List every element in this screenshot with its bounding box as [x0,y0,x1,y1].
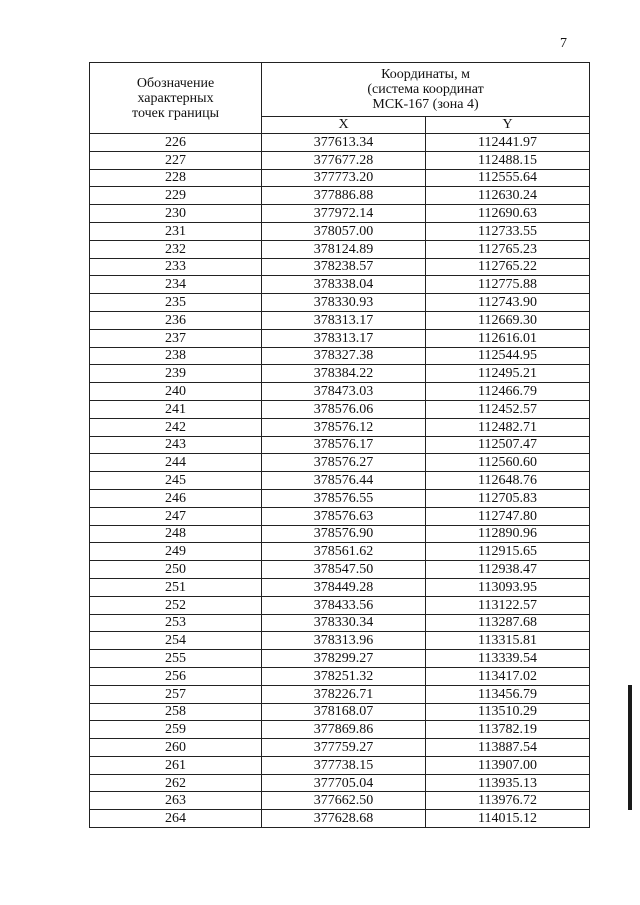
point-number: 253 [90,614,262,632]
y-value: 112705.83 [426,489,590,507]
table-row [90,365,590,383]
y-value: 112560.60 [426,454,590,472]
table-row [90,810,590,828]
y-value: 113417.02 [426,667,590,685]
x-value: 378576.63 [262,507,426,525]
x-value: 378433.56 [262,596,426,614]
x-value: 378251.32 [262,667,426,685]
x-value: 377677.28 [262,151,426,169]
point-number: 240 [90,383,262,401]
y-value: 114015.12 [426,810,590,828]
table-row [90,543,590,561]
x-value: 377628.68 [262,810,426,828]
y-value: 112747.80 [426,507,590,525]
y-value: 113782.19 [426,721,590,739]
table-row [90,472,590,490]
table-row [90,258,590,276]
table-row [90,596,590,614]
y-value: 113339.54 [426,650,590,668]
x-value: 378124.89 [262,240,426,258]
y-value: 113456.79 [426,685,590,703]
x-value: 378547.50 [262,561,426,579]
y-value: 112690.63 [426,205,590,223]
header-y: Y [426,116,590,133]
y-value: 112630.24 [426,187,590,205]
point-number: 249 [90,543,262,561]
x-value: 377705.04 [262,774,426,792]
point-number: 254 [90,632,262,650]
x-value: 378299.27 [262,650,426,668]
header-coords-line: (система координат [367,81,484,97]
table-row [90,739,590,757]
table-row [90,650,590,668]
table-row [90,489,590,507]
table-row [90,721,590,739]
x-value: 377613.34 [262,134,426,152]
x-value: 378576.17 [262,436,426,454]
y-value: 113887.54 [426,739,590,757]
coordinates-table [89,62,590,828]
point-number: 247 [90,507,262,525]
header-points-line: точек границы [132,105,220,121]
table-row [90,667,590,685]
point-number: 248 [90,525,262,543]
table-row [90,169,590,187]
table-row [90,685,590,703]
point-number: 246 [90,489,262,507]
point-number: 250 [90,561,262,579]
x-value: 377886.88 [262,187,426,205]
point-number: 236 [90,311,262,329]
y-value: 112775.88 [426,276,590,294]
header-points-designation [90,63,262,134]
y-value: 112616.01 [426,329,590,347]
y-value: 112507.47 [426,436,590,454]
point-number: 263 [90,792,262,810]
point-number: 235 [90,294,262,312]
point-number: 239 [90,365,262,383]
point-number: 259 [90,721,262,739]
x-value: 378313.17 [262,329,426,347]
table-row [90,418,590,436]
table-row [90,436,590,454]
scan-edge-mark [628,685,632,810]
point-number: 241 [90,400,262,418]
table-row [90,134,590,152]
table-row [90,561,590,579]
x-value: 378576.44 [262,472,426,490]
point-number: 256 [90,667,262,685]
point-number: 255 [90,650,262,668]
table-row [90,151,590,169]
table-row [90,632,590,650]
y-value: 113510.29 [426,703,590,721]
table-row [90,507,590,525]
point-number: 229 [90,187,262,205]
table-body [90,134,590,828]
table-row [90,347,590,365]
table-row [90,525,590,543]
y-value: 113122.57 [426,596,590,614]
table-row [90,756,590,774]
table-row [90,400,590,418]
table-row [90,454,590,472]
header-points-line: характерных [137,90,214,106]
y-value: 113315.81 [426,632,590,650]
point-number: 257 [90,685,262,703]
table-row [90,383,590,401]
table-row [90,294,590,312]
x-value: 378561.62 [262,543,426,561]
x-value: 378576.90 [262,525,426,543]
point-number: 227 [90,151,262,169]
y-value: 112765.23 [426,240,590,258]
y-value: 112452.57 [426,400,590,418]
x-value: 378449.28 [262,578,426,596]
y-value: 112466.79 [426,383,590,401]
x-value: 378576.12 [262,418,426,436]
y-value: 113907.00 [426,756,590,774]
table-row [90,329,590,347]
y-value: 113935.13 [426,774,590,792]
table-row [90,578,590,596]
x-value: 378576.55 [262,489,426,507]
table-row [90,276,590,294]
header-x: X [262,116,426,133]
point-number: 230 [90,205,262,223]
table-row [90,774,590,792]
x-value: 377773.20 [262,169,426,187]
point-number: 238 [90,347,262,365]
table-row [90,240,590,258]
point-number: 245 [90,472,262,490]
point-number: 231 [90,222,262,240]
point-number: 226 [90,134,262,152]
page-number: 7 [560,36,567,51]
header-coords-line: Координаты, м [381,66,470,82]
y-value: 113093.95 [426,578,590,596]
point-number: 252 [90,596,262,614]
point-number: 258 [90,703,262,721]
point-number: 234 [90,276,262,294]
x-value: 377738.15 [262,756,426,774]
table-row [90,187,590,205]
point-number: 244 [90,454,262,472]
y-value: 112733.55 [426,222,590,240]
y-value: 112544.95 [426,347,590,365]
y-value: 112555.64 [426,169,590,187]
x-value: 378330.34 [262,614,426,632]
point-number: 237 [90,329,262,347]
y-value: 112482.71 [426,418,590,436]
point-number: 260 [90,739,262,757]
x-value: 378313.96 [262,632,426,650]
y-value: 112488.15 [426,151,590,169]
y-value: 112890.96 [426,525,590,543]
x-value: 377759.27 [262,739,426,757]
x-value: 378384.22 [262,365,426,383]
x-value: 378576.06 [262,400,426,418]
x-value: 377869.86 [262,721,426,739]
x-value: 378313.17 [262,311,426,329]
y-value: 113976.72 [426,792,590,810]
y-value: 112938.47 [426,561,590,579]
point-number: 251 [90,578,262,596]
table-row [90,205,590,223]
point-number: 262 [90,774,262,792]
x-value: 378576.27 [262,454,426,472]
point-number: 228 [90,169,262,187]
header-points-line: Обозначение [136,75,215,91]
x-value: 378330.93 [262,294,426,312]
y-value: 112915.65 [426,543,590,561]
header-coordinates [262,63,590,117]
point-number: 264 [90,810,262,828]
point-number: 233 [90,258,262,276]
y-value: 112441.97 [426,134,590,152]
table-row [90,614,590,632]
point-number: 261 [90,756,262,774]
point-number: 242 [90,418,262,436]
x-value: 378057.00 [262,222,426,240]
x-value: 378327.38 [262,347,426,365]
x-value: 378473.03 [262,383,426,401]
x-value: 377662.50 [262,792,426,810]
table-header-row [90,63,590,117]
table-row [90,311,590,329]
x-value: 378226.71 [262,685,426,703]
table-row [90,222,590,240]
table-row [90,703,590,721]
y-value: 112743.90 [426,294,590,312]
x-value: 378338.04 [262,276,426,294]
y-value: 112495.21 [426,365,590,383]
y-value: 113287.68 [426,614,590,632]
y-value: 112648.76 [426,472,590,490]
x-value: 378238.57 [262,258,426,276]
point-number: 232 [90,240,262,258]
x-value: 378168.07 [262,703,426,721]
x-value: 377972.14 [262,205,426,223]
table-row [90,792,590,810]
header-coords-line: МСК-167 (зона 4) [372,96,479,112]
y-value: 112669.30 [426,311,590,329]
y-value: 112765.22 [426,258,590,276]
point-number: 243 [90,436,262,454]
